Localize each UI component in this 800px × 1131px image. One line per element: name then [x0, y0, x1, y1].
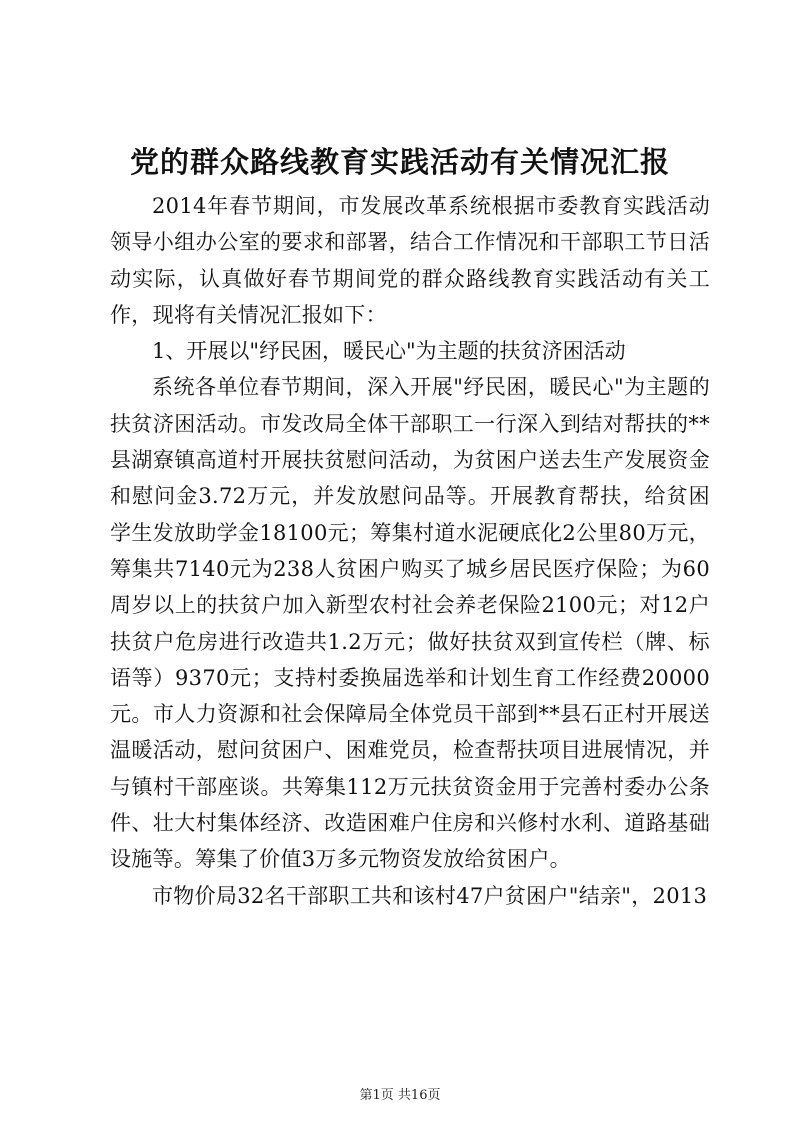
- document-body: [110, 188, 710, 914]
- price-bureau-paragraph: 市物价局32名干部职工共和该村47户贫困户"结亲"，2013: [152, 883, 708, 908]
- page-number: 第1页 共16页: [359, 1088, 441, 1103]
- intro-paragraph: 2014年春节期间，市发展改革系统根据市委教育实践活动领导小组办公室的要求和部署，结合工作情况和干部职工节日活动实际，认真做好春节期间党的群众路线教育实践活动有关工作，现将有关情况汇报如下：: [110, 194, 710, 327]
- section-heading: 1、开展以"纾民困，暖民心"为主题的扶贫济困活动: [152, 339, 626, 364]
- poverty-relief-paragraph: 系统各单位春节期间，深入开展"纾民困，暖民心"为主题的扶贫济困活动。市发改局全体干部职工一行深入到结对帮扶的**县湖寮镇高道村开展扶贫慰问活动，为贫困户送去生产发展资金和慰问金3.72万元，并发放慰问品等。开展教育帮扶，给贫困学生发放助学金18100元；筹集村道水泥硬底化2公里80万元，筹集共7140元为238人贫困户购买了城乡居民医疗保险；为60周岁以上的扶贫户加入新型农村社会养老保险2100元；对12户扶贫户危房进行改造共1.2万元；做好扶贫双到宣传栏（牌、标语等）9370元；支持村委换届选举和计划生育工作经费20000元。市人力资源和社会保障局全体党员干部到**县石正村开展送温暖活动，慰问贫困户、困难党员，检查帮扶项目进展情况，并与镇村干部座谈。共筹集112万元扶贫资金用于完善村委办公条件、壮大村集体经济、改造困难户住房和兴修村水利、道路基础设施等。筹集了价值3万多元物资发放给贫困户。: [110, 375, 710, 872]
- document-title: 党的群众路线教育实践活动有关情况汇报: [129, 145, 670, 179]
